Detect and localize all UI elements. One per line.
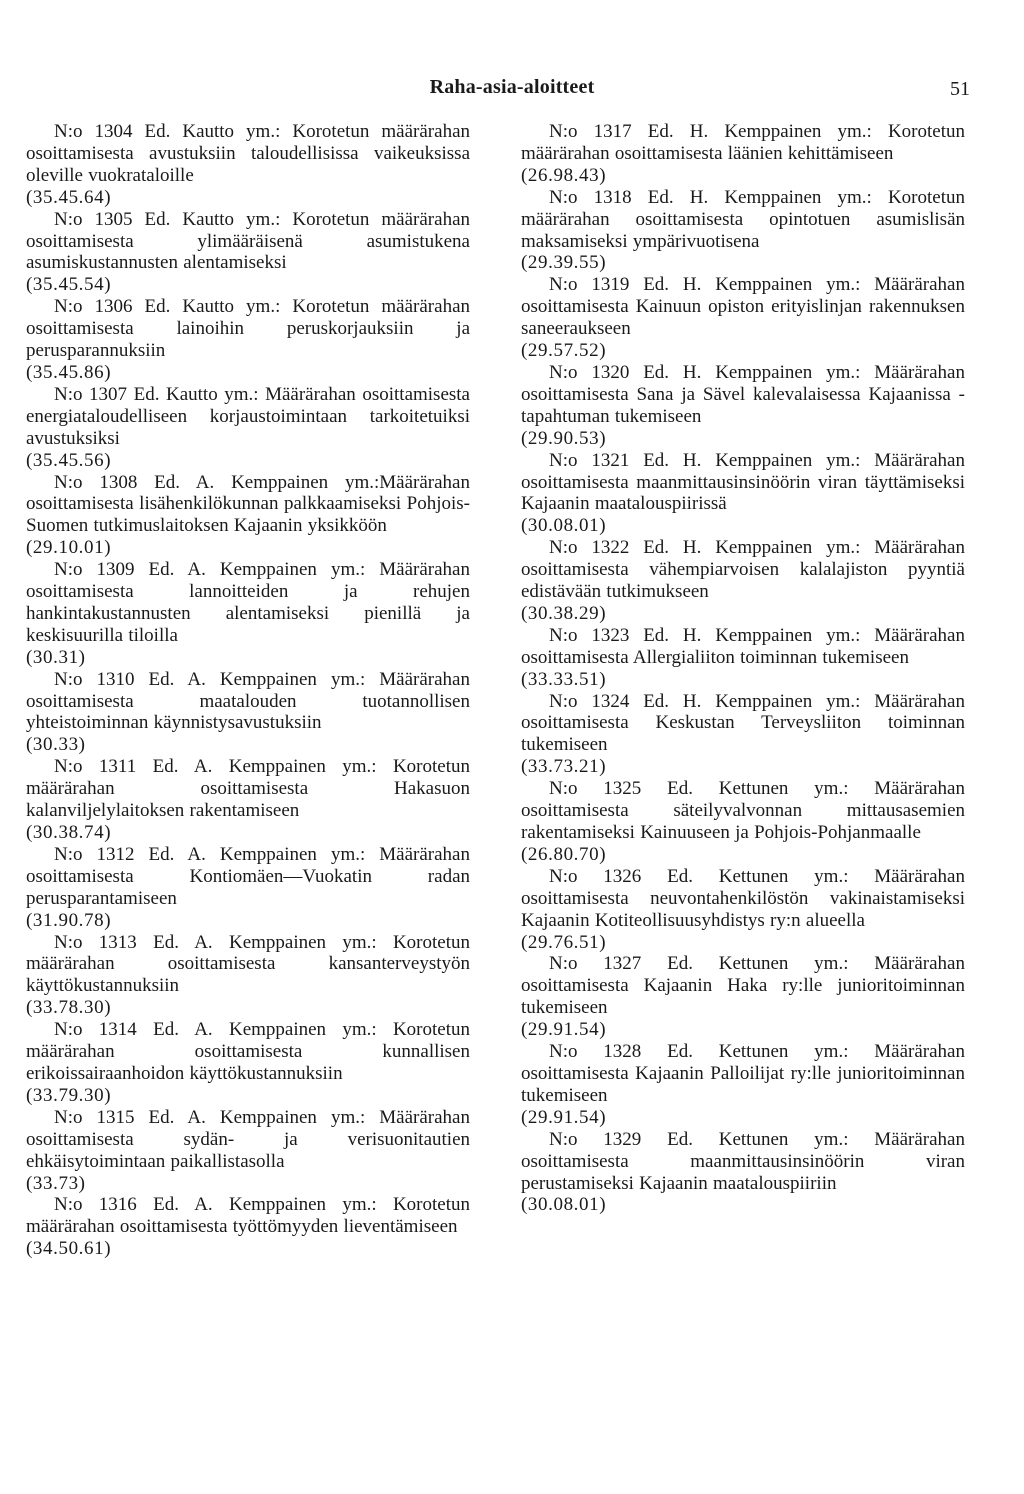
proposal-entry xyxy=(26,756,470,844)
proposal-text: N:o 1320 Ed. H. Kemppainen ym.: Määrärahan osoittamisesta Sana ja Sävel kalevalaisessa Kajaanissa -tapahtuman tukemiseen xyxy=(521,361,965,427)
budget-code: (33.33.51) xyxy=(521,668,607,690)
proposal-entry xyxy=(521,778,965,866)
budget-code: (30.33) xyxy=(26,734,86,756)
proposal-text: N:o 1317 Ed. H. Kemppainen ym.: Korotetun määrärahan osoittamisesta läänien kehittämiseen xyxy=(521,121,965,164)
proposal-entry xyxy=(521,121,965,187)
proposal-entry xyxy=(26,1107,470,1195)
budget-code: (26.80.70) xyxy=(521,843,607,865)
left-column xyxy=(26,121,470,1260)
proposal-text: N:o 1329 Ed. Kettunen ym.: Määrärahan osoittamisesta maanmittausinsinöörin viran perustamiseksi Kajaanin maatalouspiiriin xyxy=(521,1128,965,1194)
budget-code: (33.73) xyxy=(26,1172,86,1194)
budget-code: (35.45.64) xyxy=(26,186,112,208)
proposal-entry xyxy=(26,669,470,757)
proposal-text: N:o 1324 Ed. H. Kemppainen ym.: Määrärahan osoittamisesta Keskustan Terveysliiton toiminnan tukemiseen xyxy=(521,690,965,756)
budget-code: (33.79.30) xyxy=(26,1084,112,1106)
proposal-text: N:o 1308 Ed. A. Kemppainen ym.:Määrärahan osoittamisesta lisähenkilökunnan palkkaamiseksi Pohjois-Suomen tutkimuslaitoksen Kajaanin yksikköön xyxy=(26,471,470,537)
budget-code: (30.31) xyxy=(26,646,86,668)
budget-code: (26.98.43) xyxy=(521,164,607,186)
budget-code: (29.76.51) xyxy=(521,931,607,953)
budget-code: (35.45.86) xyxy=(26,361,112,383)
proposal-entry xyxy=(521,450,965,538)
proposal-entry xyxy=(521,537,965,625)
proposal-text: N:o 1321 Ed. H. Kemppainen ym.: Määrärahan osoittamisesta maanmittausinsinöörin viran täyttämiseksi Kajaanin maatalouspiirissä xyxy=(521,449,965,515)
proposal-entry xyxy=(26,1194,470,1260)
proposal-text: N:o 1314 Ed. A. Kemppainen ym.: Korotetun määrärahan osoittamisesta kunnallisen erikoissairaanhoidon käyttökustannuksiin xyxy=(26,1019,470,1084)
proposal-text: N:o 1326 Ed. Kettunen ym.: Määrärahan osoittamisesta neuvontahenkilöstön vakinaistamiseksi Kajaanin Kotiteollisuusyhdistys ry:n alueella xyxy=(521,865,965,931)
budget-code: (33.78.30) xyxy=(26,997,112,1019)
budget-code: (35.45.54) xyxy=(26,274,112,296)
proposal-entry xyxy=(26,121,470,209)
budget-code: (34.50.61) xyxy=(26,1238,112,1260)
proposal-text: N:o 1323 Ed. H. Kemppainen ym.: Määrärahan osoittamisesta Allergialiiton toiminnan tukemiseen xyxy=(521,624,965,668)
budget-code: (29.91.54) xyxy=(521,1106,607,1128)
budget-code: (35.45.56) xyxy=(26,449,112,471)
proposal-text: N:o 1325 Ed. Kettunen ym.: Määrärahan osoittamisesta säteilyvalvonnan mittausasemien rakentamiseksi Kainuuseen ja Pohjois-Pohjanmaalle xyxy=(521,778,965,843)
proposal-text: N:o 1310 Ed. A. Kemppainen ym.: Määrärahan osoittamisesta maatalouden tuotannollisen yhteistoiminnan käynnistysavustuksiin xyxy=(26,668,470,734)
proposal-text: N:o 1316 Ed. A. Kemppainen ym.: Korotetun määrärahan osoittamisesta työttömyyden lieventämiseen xyxy=(26,1194,470,1238)
budget-code: (30.08.01) xyxy=(521,515,607,537)
budget-code: (33.73.21) xyxy=(521,756,607,778)
budget-code: (30.08.01) xyxy=(521,1194,607,1216)
proposal-text: N:o 1319 Ed. H. Kemppainen ym.: Määrärahan osoittamisesta Kainuun opiston erityislinjan rakennuksen saneeraukseen xyxy=(521,274,965,340)
budget-code: (30.38.74) xyxy=(26,822,112,843)
proposal-text: N:o 1322 Ed. H. Kemppainen ym.: Määrärahan osoittamisesta vähempiarvoisen kalalajiston pyyntiä edistävään tutkimukseen xyxy=(521,537,965,603)
proposal-entry xyxy=(521,1129,965,1217)
proposal-entry xyxy=(26,472,470,560)
proposal-entry xyxy=(26,559,470,669)
budget-code: (29.90.53) xyxy=(521,427,607,449)
budget-code: (29.10.01) xyxy=(26,537,112,559)
budget-code: (29.57.52) xyxy=(521,340,607,362)
proposal-entry xyxy=(26,844,470,932)
proposal-text: N:o 1307 Ed. Kautto ym.: Määrärahan osoittamisesta energiataloudelliseen korjaustoimintaan tarkoitetuiksi avustuksiksi xyxy=(26,383,470,449)
proposal-text: N:o 1312 Ed. A. Kemppainen ym.: Määrärahan osoittamisesta Kontiomäen—Vuokatin radan perusparantamiseen xyxy=(26,843,470,909)
page-number: 51 xyxy=(950,78,970,100)
proposal-entry xyxy=(26,296,470,384)
proposal-text: N:o 1328 Ed. Kettunen ym.: Määrärahan osoittamisesta Kajaanin Palloilijat ry:lle junioritoiminnan tukemiseen xyxy=(521,1041,965,1106)
proposal-text: N:o 1309 Ed. A. Kemppainen ym.: Määrärahan osoittamisesta lannoitteiden ja rehujen hankintakustannusten alentamiseksi pienillä ja keskisuurilla tiloilla xyxy=(26,559,470,646)
budget-code: (29.39.55) xyxy=(521,252,607,274)
budget-code: (30.38.29) xyxy=(521,602,607,624)
proposal-entry xyxy=(521,625,965,691)
proposal-entry xyxy=(521,866,965,954)
proposal-entry xyxy=(521,187,965,275)
proposal-text: N:o 1318 Ed. H. Kemppainen ym.: Korotetun määrärahan osoittamisesta opintotuen asumislisän maksamiseksi ympärivuotisena xyxy=(521,186,965,252)
proposal-entry xyxy=(521,953,965,1041)
proposal-text: N:o 1313 Ed. A. Kemppainen ym.: Korotetun määrärahan osoittamisesta kansanterveystyön käyttökustannuksiin xyxy=(26,931,470,997)
proposal-text: N:o 1306 Ed. Kautto ym.: Korotetun määrärahan osoittamisesta lainoihin peruskorjauksiin ja perusparannuksiin xyxy=(26,296,470,362)
proposal-entry xyxy=(26,1019,470,1107)
proposal-text: N:o 1304 Ed. Kautto ym.: Korotetun määrärahan osoittamisesta avustuksiin taloudellisissa vaikeuksissa oleville vuokrataloille xyxy=(26,121,470,186)
proposal-entry xyxy=(521,274,965,362)
proposal-text: N:o 1305 Ed. Kautto ym.: Korotetun määrärahan osoittamisesta ylimääräisenä asumistukena asumiskustannusten alentamiseksi xyxy=(26,208,470,274)
proposal-entry xyxy=(521,691,965,779)
proposal-text: N:o 1327 Ed. Kettunen ym.: Määrärahan osoittamisesta Kajaanin Haka ry:lle junioritoiminnan tukemiseen xyxy=(521,953,965,1019)
proposal-text: N:o 1311 Ed. A. Kemppainen ym.: Korotetun määrärahan osoittamisesta Hakasuon kalanviljelylaitoksen rakentamiseen xyxy=(26,756,470,822)
proposal-entry xyxy=(26,932,470,1020)
proposal-entry xyxy=(26,384,470,472)
right-column xyxy=(521,121,965,1216)
budget-code: (29.91.54) xyxy=(521,1019,607,1041)
proposal-entry xyxy=(521,362,965,450)
running-title: Raha-asia-aloitteet xyxy=(429,76,595,98)
proposal-text: N:o 1315 Ed. A. Kemppainen ym.: Määrärahan osoittamisesta sydän- ja verisuonitautien ehkäisytoimintaan paikallistasolla xyxy=(26,1106,470,1172)
budget-code: (31.90.78) xyxy=(26,909,112,931)
proposal-entry xyxy=(521,1041,965,1129)
proposal-entry xyxy=(26,209,470,297)
